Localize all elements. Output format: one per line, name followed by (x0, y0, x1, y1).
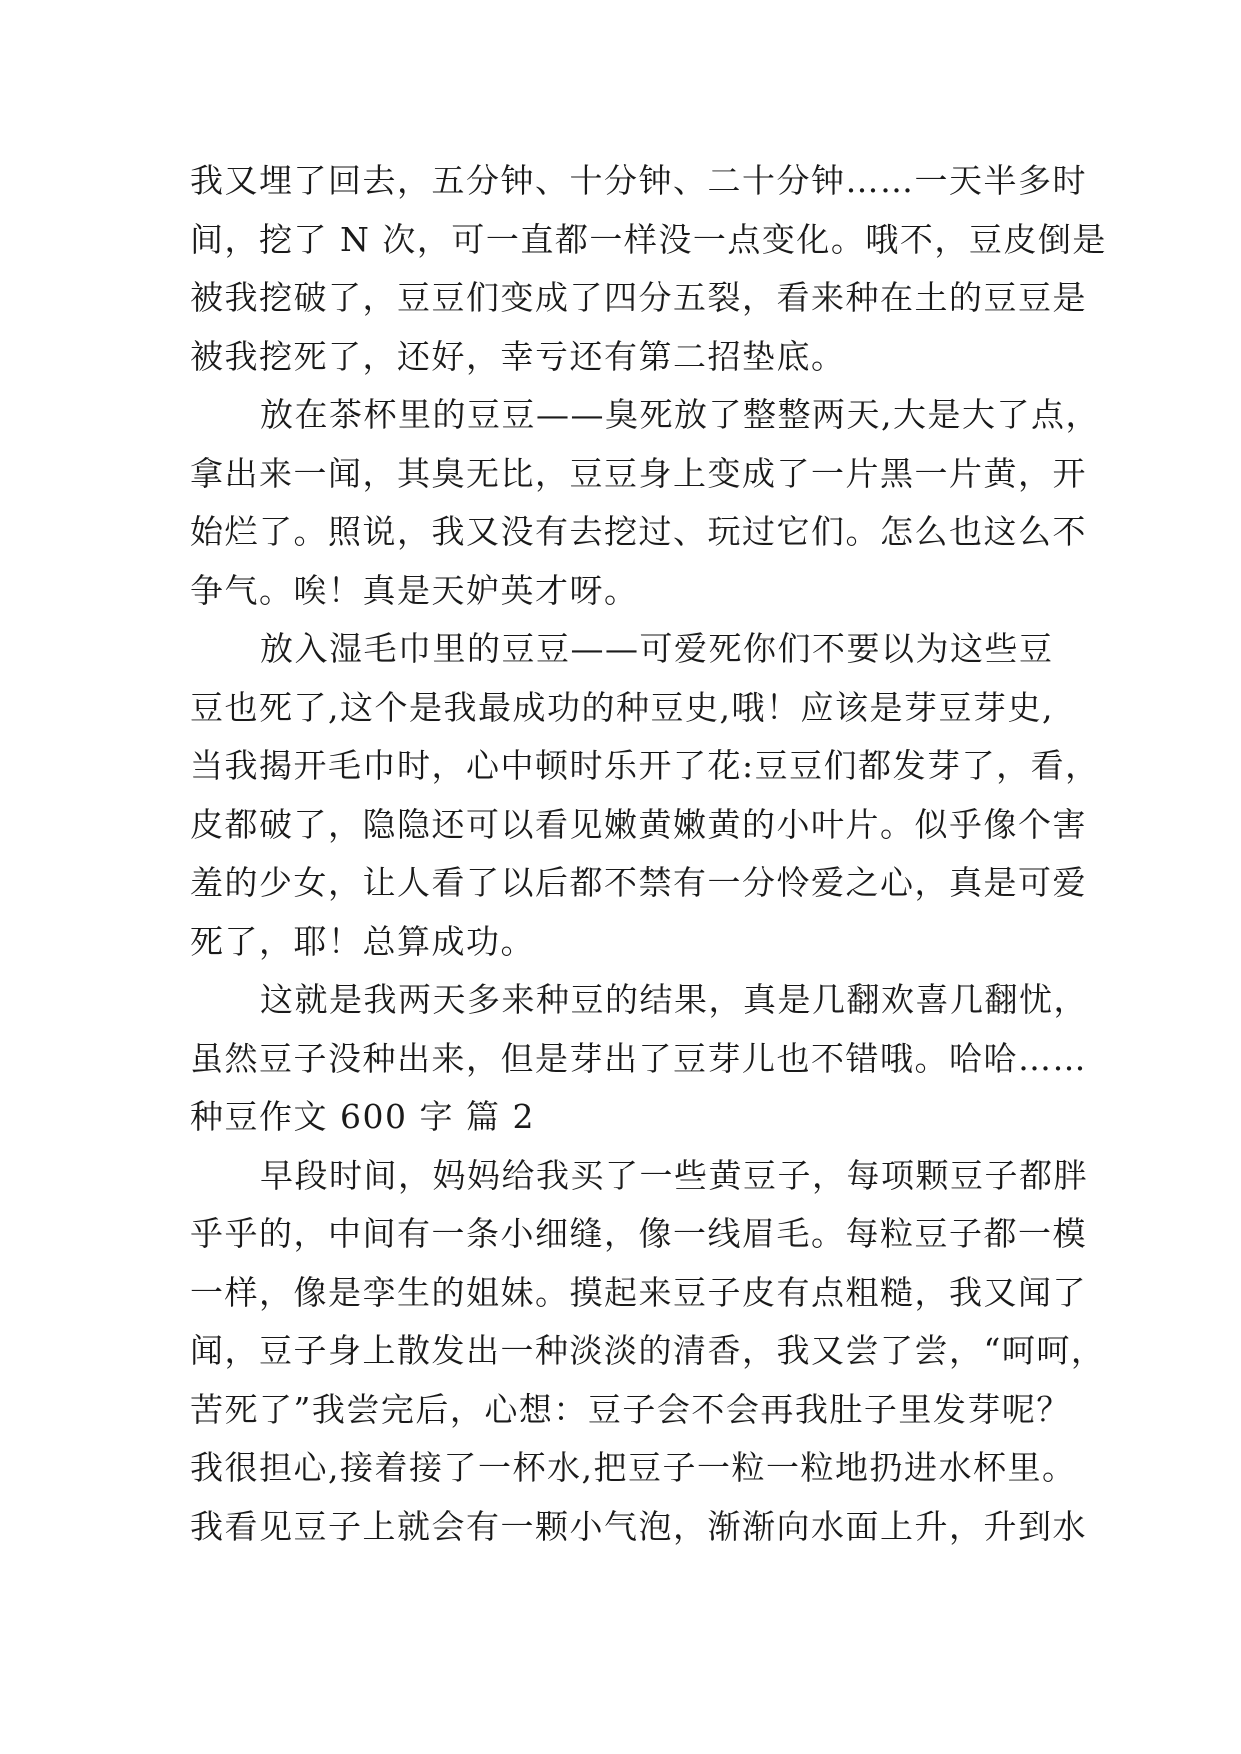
text-line: 乎乎的，中间有一条小细缝，像一线眉毛。每粒豆子都一模 (190, 1214, 1087, 1253)
text-line: 闻，豆子身上散发出一种淡淡的清香，我又尝了尝，“呵呵， (190, 1331, 1106, 1370)
text-line: 被我挖死了，还好，幸亏还有第二招垫底。 (190, 336, 846, 376)
text-line: 间，挖了 N 次，可一直都一样没一点变化。哦不，豆皮倒是 (190, 219, 1107, 259)
section-heading: 种豆作文 600 字 篇 2 (190, 1097, 535, 1136)
text-line: 当我揭开毛巾时，心中顿时乐开了花:豆豆们都发芽了，看， (190, 746, 1100, 785)
text-line: 被我挖破了，豆豆们变成了四分五裂，看来种在土的豆豆是 (190, 278, 1087, 317)
text-line: 我又埋了回去，五分钟、十分钟、二十分钟……一天半多时 (190, 161, 1087, 200)
paragraph-start-line: 放入湿毛巾里的豆豆——可爱死你们不要以为这些豆 (260, 629, 1054, 668)
document-page (190, 152, 1107, 1556)
text-line: 我很担心,接着接了一杯水,把豆子一粒一粒地扔进水杯里。 (190, 1448, 1077, 1487)
text-line: 豆也死了,这个是我最成功的种豆史,哦！应该是芽豆芽史, (190, 687, 1054, 727)
paragraph-start-line: 早段时间，妈妈给我买了一些黄豆子，每项颗豆子都胖 (260, 1155, 1088, 1195)
text-line: 我看见豆子上就会有一颗小气泡，渐渐向水面上升，升到水 (190, 1506, 1087, 1546)
paragraph-start-line: 这就是我两天多来种豆的结果，真是几翻欢喜几翻忧， (260, 980, 1088, 1019)
text-line: 死了，耶！总算成功。 (190, 921, 535, 961)
text-line: 苦死了”我尝完后，心想：豆子会不会再我肚子里发芽呢？ (190, 1389, 1071, 1429)
paragraph-start-line: 放在茶杯里的豆豆——臭死放了整整两天,大是大了点， (260, 395, 1100, 434)
text-line: 虽然豆子没种出来，但是芽出了豆芽儿也不错哦。哈哈…… (190, 1038, 1087, 1078)
text-line: 一样，像是孪生的姐妹。摸起来豆子皮有点粗糙，我又闻了 (190, 1272, 1087, 1312)
text-line: 羞的少女，让人看了以后都不禁有一分怜爱之心，真是可爱 (190, 863, 1087, 902)
text-line: 始烂了。照说，我又没有去挖过、玩过它们。怎么也这么不 (190, 512, 1087, 551)
text-line: 皮都破了，隐隐还可以看见嫩黄嫩黄的小叶片。似乎像个害 (190, 804, 1087, 844)
text-line: 拿出来一闻，其臭无比，豆豆身上变成了一片黑一片黄，开 (190, 453, 1087, 493)
text-line: 争气。唉！真是天妒英才呀。 (190, 570, 639, 610)
